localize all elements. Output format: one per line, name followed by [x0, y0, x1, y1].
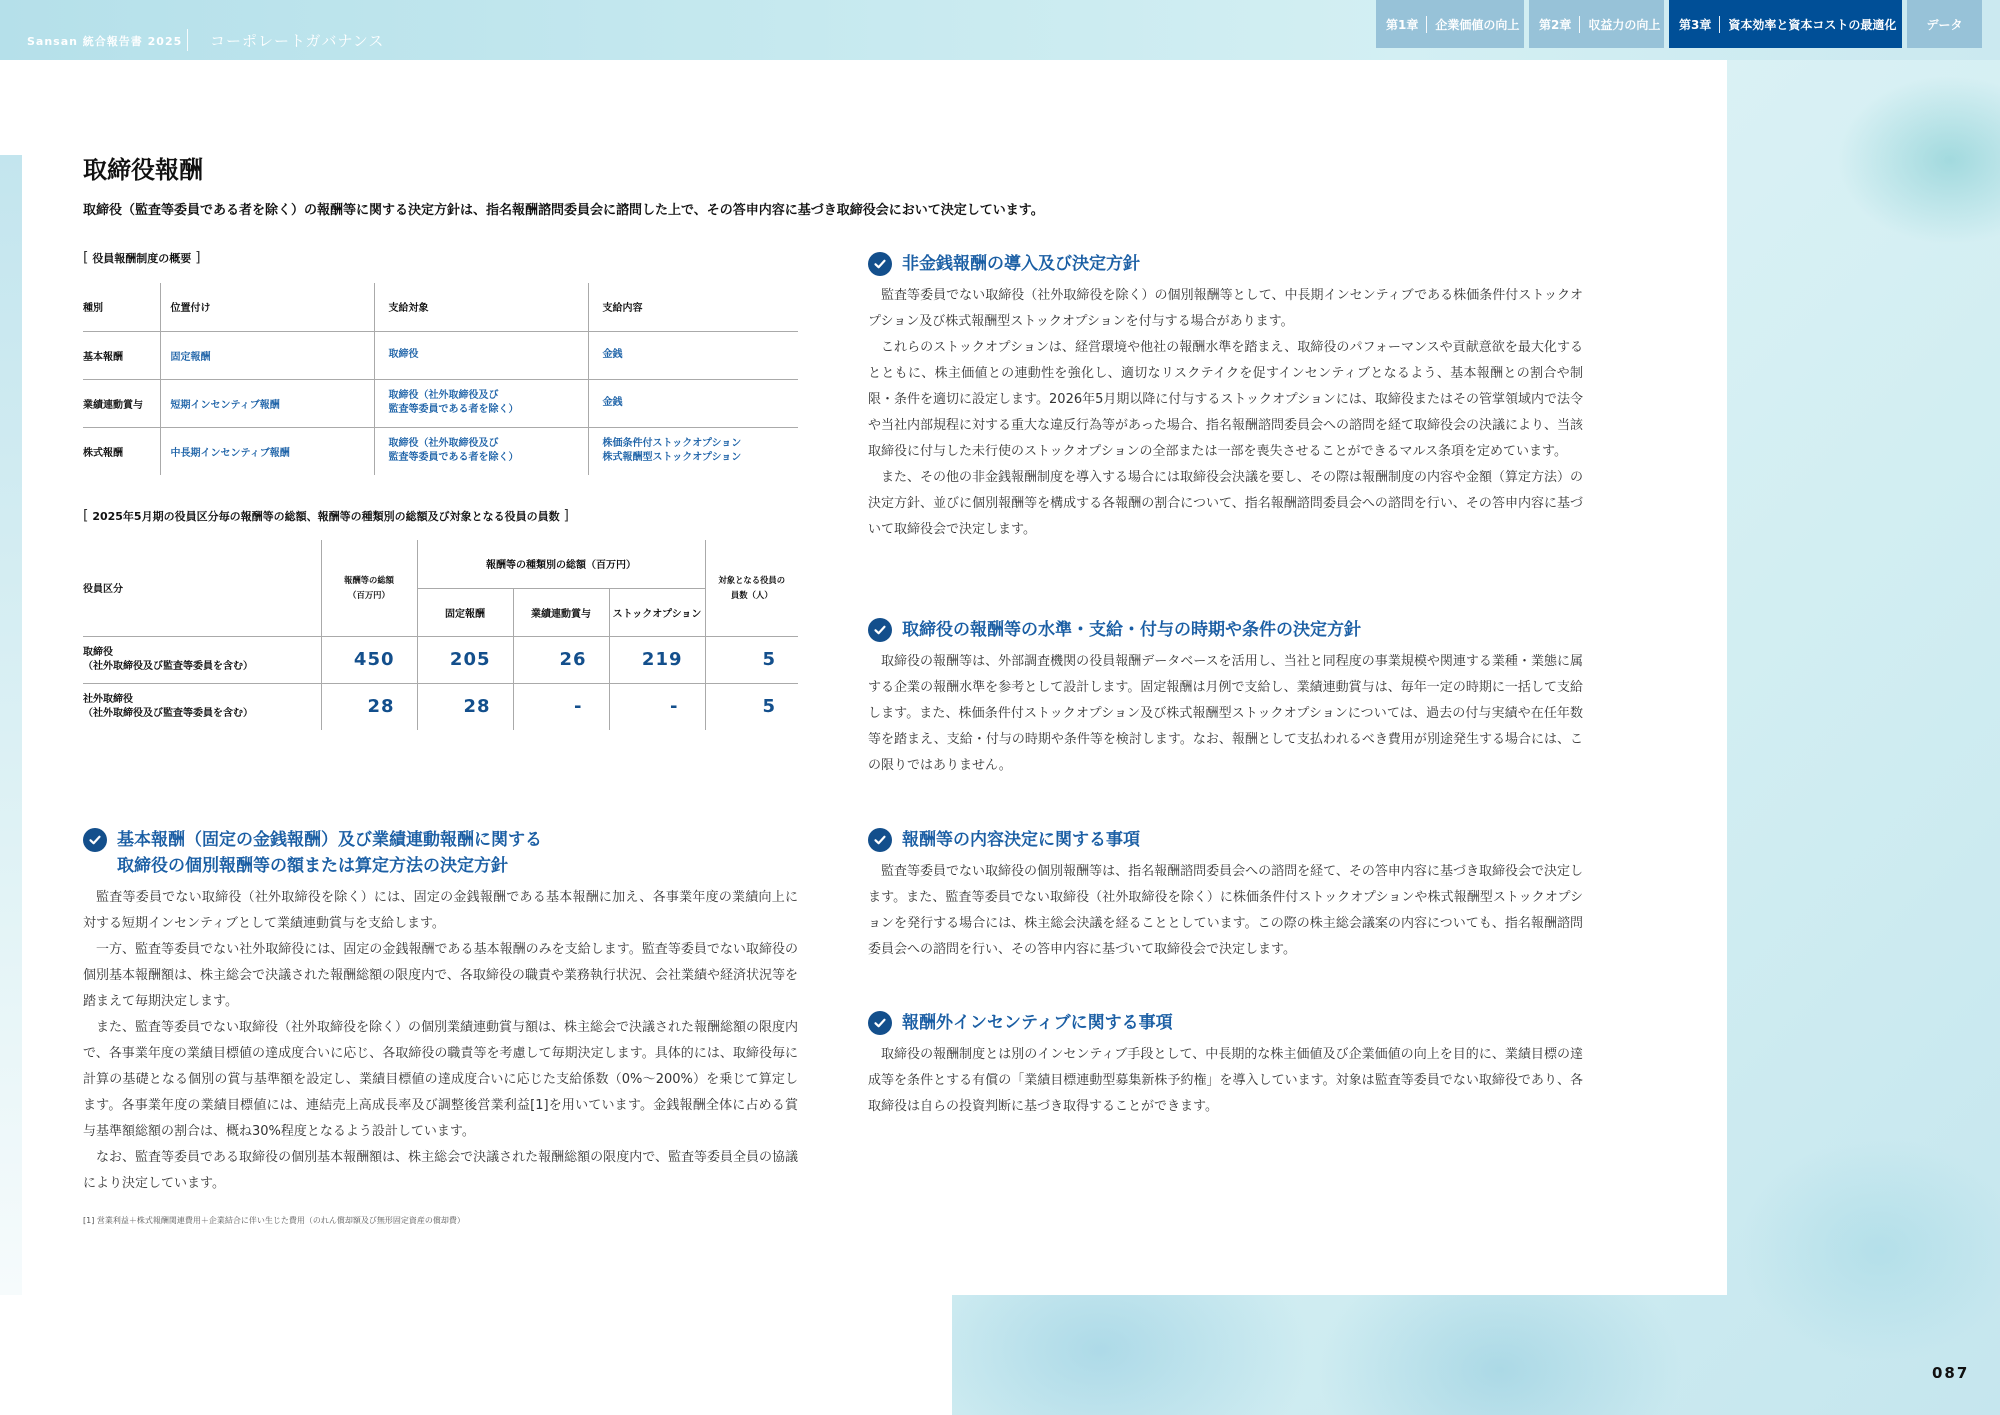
tab-chapter-2[interactable]	[1529, 0, 1664, 48]
header-content: 支給内容	[588, 283, 798, 331]
chapter-label: データ	[1926, 17, 1963, 32]
cell-fixed: 28	[417, 683, 513, 730]
page-panel-bottom	[0, 1295, 952, 1415]
header-divider	[187, 29, 188, 51]
chapter-number: 第1章	[1386, 16, 1427, 33]
table-row	[83, 331, 798, 379]
heading-text: 非金銭報酬の導入及び決定方針	[902, 254, 1140, 274]
line: 監査等委員である者を除く）	[388, 404, 519, 415]
line: （社外取締役及び監査等委員を含む）	[83, 660, 253, 672]
line: 金銭	[602, 397, 623, 408]
report-brand: Sansan 統合報告書 2025	[27, 35, 183, 48]
cell-count: 5	[705, 683, 798, 730]
line: 取締役	[388, 349, 419, 360]
paragraph: 監査等委員でない取締役（社外取締役を除く）の個別報酬等として、中長期インセンティブである株価条件付ストックオプション及び株式報酬型ストックオプションを付与する場合があります。	[868, 288, 1583, 329]
cell-type: 業績連動賞与	[83, 379, 160, 427]
section-heading	[868, 617, 1583, 643]
section-heading	[83, 827, 798, 879]
footnote: [1] 営業利益＋株式報酬関連費用＋企業結合に伴い生じた費用（のれん償却額及び無形固定資産の償却費）	[83, 1216, 465, 1225]
check-circle-icon	[868, 1011, 892, 1035]
paragraph: 監査等委員でない取締役の個別報酬等は、指名報酬諮問委員会への諮問を経て、その答申内容に基づき取締役会で決定します。また、監査等委員でない取締役（社外取締役を除く）に株価条件付ストックオプションや株式報酬型ストックオプションを発行する場合には、株主総会決議を経ることとしています。この際の株主総会議案の内容についても、指名報酬諮問委員会への諮問を行い、その答申内容に基づいて取締役会で決定します。	[868, 864, 1583, 957]
lead-text: 取締役（監査等委員である者を除く）の報酬等に関する決定方針は、指名報酬諮問委員会に諮問した上で、その答申内容に基づき取締役会において決定しています。	[83, 203, 1044, 218]
chapter-number: 第2章	[1539, 16, 1580, 33]
cell-type: 株式報酬	[83, 427, 160, 475]
line: 取締役（社外取締役及び	[388, 390, 499, 401]
line: 報酬等の総額	[344, 574, 394, 585]
cell-category	[83, 683, 321, 730]
header-position: 位置付け	[160, 283, 374, 331]
header-count	[705, 540, 798, 636]
line: 取締役	[83, 646, 113, 658]
bracket-close: ]	[195, 250, 201, 266]
table-row	[83, 636, 798, 683]
heading-text: 報酬外インセンティブに関する事項	[902, 1013, 1173, 1033]
paragraph: これらのストックオプションは、経営環境や他社の報酬水準を踏まえ、取締役のパフォーマンスや貢献意欲を最大化するとともに、株主価値との連動性を強化し、適切なリスクテイクを促すインセンティブとなるよう、基本報酬との割合や制限・条件を適切に設定します。2026年5月期以降に付与するストックオプションには、取締役またはその管掌領域内で法令や当社内部規程に対する重大な違反行為等があった場合、指名報酬諮問委員会への諮問を経て取締役会の決議により、当該取締役に付与した未行使のストックオプションの全部または一部を喪失させることができるマルス条項を定めています。	[868, 340, 1583, 459]
line: 対象となる役員の	[718, 574, 786, 585]
section-timing	[868, 617, 1583, 779]
line: 監査等委員である者を除く）	[388, 452, 519, 464]
paragraph: 一方、監査等委員でない社外取締役には、固定の金銭報酬である基本報酬のみを支給します。監査等委員でない取締役の個別基本報酬額は、株主総会で決議された報酬総額の限度内で、各取締役の職責や業務執行状況、会社業績や経済状況等を踏まえて毎期決定します。	[83, 942, 798, 1009]
section-heading	[868, 251, 1583, 277]
bracket-open: [	[83, 250, 89, 266]
overview-table-caption	[83, 250, 201, 266]
paragraph: 取締役の報酬制度とは別のインセンティブ手段として、中長期的な株主価値及び企業価値の向上を目的に、業績目標の達成等を条件とする有償の「業績目標連動型募集新株予約権」を導入しています。対象は監査等委員でない取締役であり、各取締役は自らの投資判断に基づき取得することができます。	[868, 1047, 1583, 1114]
cell-bonus: 26	[513, 636, 609, 683]
line: 員数（人）	[730, 589, 773, 600]
line: 取締役の個別報酬等の額または算定方法の決定方針	[117, 856, 508, 876]
header-by-type: 報酬等の種類別の総額（百万円）	[417, 540, 705, 588]
header-target: 支給対象	[374, 283, 588, 331]
cell-count: 5	[705, 636, 798, 683]
table-row	[83, 379, 798, 427]
check-circle-icon	[83, 828, 107, 852]
line: （社外取締役及び監査等委員を含む）	[83, 707, 253, 719]
header-category: 役員区分	[83, 584, 123, 596]
line: 社外取締役	[83, 693, 133, 705]
bracket-close: ]	[563, 508, 569, 524]
header-bonus: 業績連動賞与	[513, 588, 609, 636]
cell-target	[374, 379, 588, 427]
page-number: 087	[1932, 1364, 1970, 1382]
chapter-label: 収益力の向上	[1588, 17, 1661, 32]
section-heading	[868, 1010, 1583, 1036]
amounts-table	[83, 540, 798, 730]
bracket-open: [	[83, 508, 89, 524]
caption-text: 役員報酬制度の概要	[92, 252, 192, 265]
header-fixed: 固定報酬	[417, 588, 513, 636]
cell-position: 中長期インセンティブ報酬	[160, 427, 374, 475]
caption-text: 2025年5月期の役員区分毎の報酬等の総額、報酬等の種類別の総額及び対象となる役員の員数	[92, 510, 560, 523]
cell-bonus: -	[513, 683, 609, 730]
amounts-table-caption	[83, 508, 569, 524]
chapter-nav	[1376, 0, 1982, 48]
header-type: 種別	[83, 303, 103, 315]
cell-stock: 219	[609, 636, 705, 683]
heading-text: 取締役の報酬等の水準・支給・付与の時期や条件の決定方針	[902, 620, 1361, 640]
cell-target	[374, 427, 588, 475]
line: 株価条件付ストックオプション	[602, 438, 742, 450]
table-row	[83, 683, 798, 730]
line: 株式報酬型ストックオプション	[602, 452, 742, 464]
cell-content	[588, 331, 798, 379]
heading-text	[117, 827, 542, 879]
tab-chapter-3[interactable]	[1669, 0, 1902, 48]
section-heading	[868, 827, 1583, 853]
cell-total: 28	[321, 683, 417, 730]
check-circle-icon	[868, 828, 892, 852]
heading-text: 報酬等の内容決定に関する事項	[902, 830, 1140, 850]
section-basic-compensation	[83, 827, 798, 1197]
cell-category	[83, 636, 321, 683]
line: 金銭	[602, 349, 623, 360]
overview-table	[83, 283, 798, 475]
cell-position: 固定報酬	[160, 331, 374, 379]
line: （百万円）	[348, 589, 390, 600]
section-name: コーポレートガバナンス	[210, 32, 385, 50]
cell-fixed: 205	[417, 636, 513, 683]
header-stock: ストックオプション	[609, 588, 705, 636]
chapter-number: 第3章	[1679, 16, 1720, 33]
line: 取締役（社外取締役及び	[388, 438, 499, 450]
tab-data[interactable]	[1907, 0, 1982, 48]
check-circle-icon	[868, 618, 892, 642]
chapter-label: 資本効率と資本コストの最適化	[1728, 17, 1897, 32]
paragraph: なお、監査等委員である取締役の個別基本報酬額は、株主総会で決議された報酬総額の限度内で、監査等委員全員の協議により決定しています。	[83, 1150, 798, 1191]
header-total	[321, 540, 417, 636]
paragraph: また、その他の非金銭報酬制度を導入する場合には取締役会決議を要し、その際は報酬制度の内容や金額（算定方法）の決定方針、並びに個別報酬等を構成する各報酬の割合について、指名報酬諮問委員会への諮問を行い、その答申内容に基づいて取締役会で決定します。	[868, 470, 1584, 537]
section-nonmonetary	[868, 251, 1583, 543]
table-header-row	[83, 540, 798, 588]
section-other-incentive	[868, 1010, 1583, 1120]
paragraph: 監査等委員でない取締役（社外取締役を除く）には、固定の金銭報酬である基本報酬に加え、各事業年度の業績向上に対する短期インセンティブとして業績連動賞与を支給します。	[83, 890, 798, 931]
chapter-label: 企業価値の向上	[1435, 17, 1520, 32]
cell-stock: -	[609, 683, 705, 730]
table-row	[83, 427, 798, 475]
cell-type: 基本報酬	[83, 331, 160, 379]
paragraph: 取締役の報酬等は、外部調査機関の役員報酬データベースを活用し、当社と同程度の事業規模や関連する業種・業態に属する企業の報酬水準を参考として設計します。固定報酬は月例で支給し、業績連動賞与は、毎年一定の時期に一括して支給します。また、株価条件付ストックオプション及び株式報酬型ストックオプションについては、過去の付与実績や在任年数等を踏まえ、支給・付与の時期や条件等を検討します。なお、報酬として支払われるべき費用が別途発生する場合には、この限りではありません。	[868, 654, 1583, 773]
cell-target	[374, 331, 588, 379]
line: 基本報酬（固定の金銭報酬）及び業績連動報酬に関する	[117, 830, 542, 850]
cell-position: 短期インセンティブ報酬	[160, 379, 374, 427]
cell-total: 450	[321, 636, 417, 683]
paragraph: また、監査等委員でない取締役（社外取締役を除く）の個別業績連動賞与額は、株主総会で決議された報酬総額の限度内で、各事業年度の業績目標値の達成度合いに応じ、各取締役の職責等を考慮して毎期決定します。具体的には、取締役毎に計算の基礎となる個別の賞与基準額を設定し、業績目標値の達成度合いに応じた支給係数（0%～200%）を乗じて算定します。各事業年度の業績目標値には、連結売上高成長率及び調整後営業利益[1]を用いています。金銭報酬全体に占める賞与基準額総額の割合は、概ね30%程度となるよう設計しています。	[83, 1020, 799, 1139]
section-decision	[868, 827, 1583, 963]
page-title: 取締役報酬	[83, 156, 203, 184]
cell-content	[588, 379, 798, 427]
check-circle-icon	[868, 252, 892, 276]
cell-content	[588, 427, 798, 475]
tab-chapter-1[interactable]	[1376, 0, 1524, 48]
table-header-row	[83, 283, 798, 331]
left-decor-strip	[0, 155, 22, 1295]
